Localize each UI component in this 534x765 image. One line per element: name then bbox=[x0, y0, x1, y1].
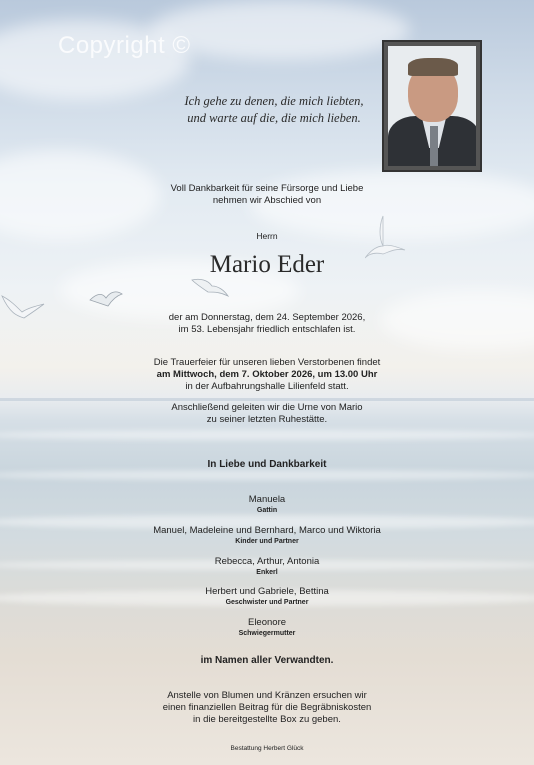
quote-line: und warte auf die, die mich lieben. bbox=[187, 111, 361, 125]
donation-line: in die bereitgestellte Box zu geben. bbox=[193, 714, 341, 725]
mourner-names: Eleonore bbox=[247, 617, 287, 628]
mourner-group bbox=[0, 617, 534, 638]
funeral-home-footer: Bestattung Herbert Glück bbox=[230, 745, 304, 752]
donation-line: Anstelle von Blumen und Kränzen ersuchen wir bbox=[167, 690, 367, 701]
funeral-info bbox=[0, 357, 534, 393]
death-line: im 53. Lebensjahr friedlich entschlafen ist. bbox=[178, 324, 356, 335]
donation-line: einen finanziellen Beitrag für die Begräbniskosten bbox=[162, 702, 372, 713]
copyright-watermark: Copyright © bbox=[58, 32, 191, 59]
mourner-role: Geschwister und Partner bbox=[225, 599, 309, 606]
quote-line: Ich gehe zu denen, die mich liebten, bbox=[184, 94, 364, 108]
seagull-icon bbox=[88, 288, 124, 310]
mourner-role: Schwiegermutter bbox=[238, 630, 296, 637]
deceased-name: Mario Eder bbox=[209, 251, 325, 278]
mourner-group bbox=[0, 586, 534, 607]
funeral-line: in der Aufbahrungshalle Lilienfeld statt. bbox=[185, 381, 349, 392]
wave bbox=[0, 430, 534, 440]
death-notice bbox=[0, 312, 534, 336]
mourner-names: Herbert und Gabriele, Bettina bbox=[205, 586, 329, 597]
mourner-role: Kinder und Partner bbox=[235, 538, 299, 545]
horizon-line bbox=[0, 398, 534, 401]
mourner-group bbox=[0, 556, 534, 577]
funeral-date: am Mittwoch, dem 7. Oktober 2026, um 13.00 Uhr bbox=[156, 369, 378, 380]
mourner-names: Manuela bbox=[248, 494, 286, 505]
mourner-role: Enkerl bbox=[256, 569, 278, 576]
mourner-group bbox=[0, 525, 534, 546]
intro-line: Voll Dankbarkeit für seine Fürsorge und Liebe bbox=[170, 183, 364, 194]
death-line: der am Donnerstag, dem 24. September 2026, bbox=[168, 312, 366, 323]
mourner-names: Manuel, Madeleine und Bernhard, Marco und Wiktoria bbox=[153, 525, 381, 536]
urn-line: Anschließend geleiten wir die Urne von Mario bbox=[171, 402, 363, 413]
donation-request bbox=[0, 690, 534, 726]
mourner-names: Rebecca, Arthur, Antonia bbox=[214, 556, 320, 567]
urn-line: zu seiner letzten Ruhestätte. bbox=[206, 414, 328, 425]
mourner-group bbox=[0, 494, 534, 515]
relatives-line: im Namen aller Verwandten. bbox=[200, 655, 334, 666]
mourner-role: Gattin bbox=[256, 507, 278, 514]
memorial-quote bbox=[150, 93, 398, 127]
funeral-line: Die Trauerfeier für unseren lieben Verstorbenen findet bbox=[153, 357, 381, 368]
mourners-heading: In Liebe und Dankbarkeit bbox=[207, 459, 327, 470]
urn-notice bbox=[0, 402, 534, 426]
intro-text bbox=[0, 183, 534, 207]
intro-line: nehmen wir Abschied von bbox=[212, 195, 322, 206]
wave bbox=[0, 470, 534, 480]
salutation: Herrn bbox=[256, 231, 278, 241]
